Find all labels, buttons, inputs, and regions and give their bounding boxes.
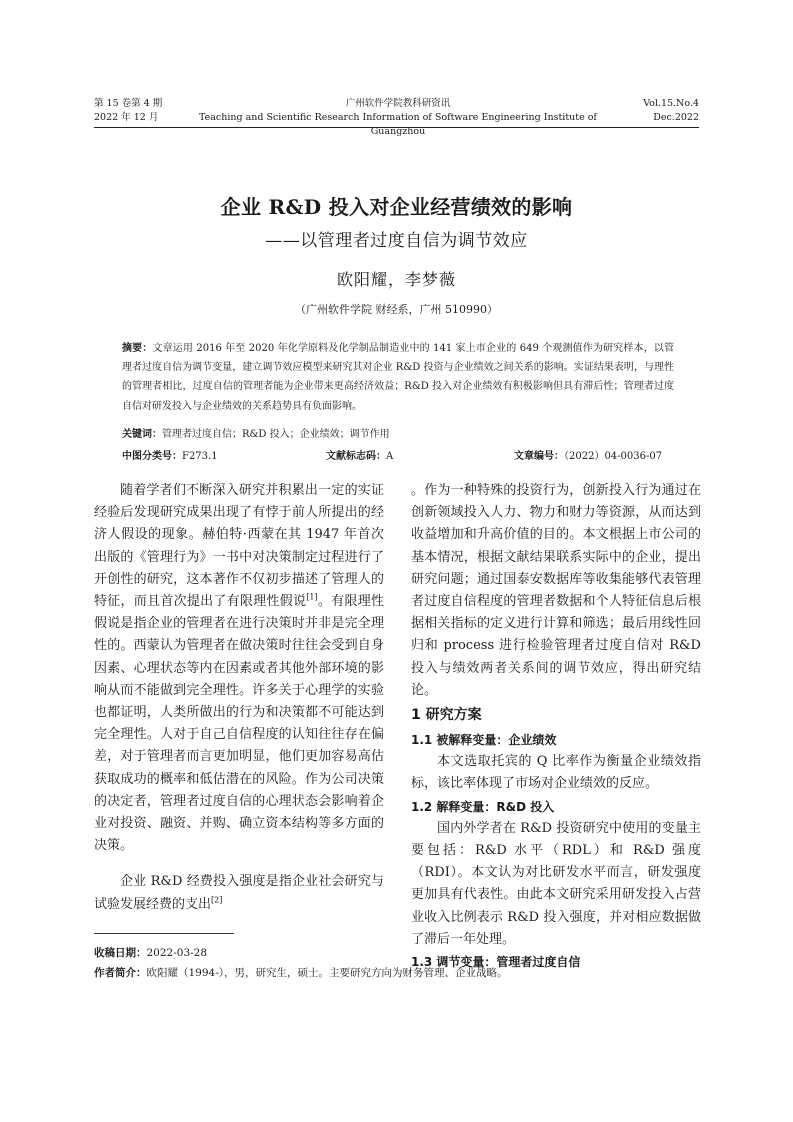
journal-name-cn: 广州软件学院教科研资讯 bbox=[345, 98, 451, 109]
received-value: 2022-03-28 bbox=[146, 947, 208, 959]
keywords-text: 管理者过度自信；R&D 投入；企业绩效；调节作用 bbox=[162, 429, 390, 440]
paper-affiliation: （广州软件学院 财经系，广州 510990） bbox=[295, 303, 498, 316]
abstract-label: 摘要： bbox=[122, 343, 153, 354]
doc-label: 文献标志码： bbox=[326, 451, 386, 462]
subsection-heading: 1.2 解释变量：R&D 投入 bbox=[411, 799, 555, 814]
issue-volume-en: Vol.15.No.4 bbox=[643, 98, 699, 109]
body-paragraph: 随着学者们不断深入研究并积累出一定的实证经验后发现研究成果出现了有悖于前人所提出的经济人假设的现象。赫伯特·西蒙在其 1947 年首次出版的《管理行为》一书中对决策制定过程进行了开创性的研究，这本著作不仅初步描述了管理人的特征，而且首次提出了有限理性假说[1]。有限理性假说是指企业的管理者在进行决策时并非是完全理性的。西蒙认为管理者在做决策时往往会受到自身因素、心理状态等内在因素或者其他外部环境的影响从而不能做到完全理性。许多关于心理学的实验也都证明，人类所做出的行为和决策都不可能达到完全理性。人对于自己自信程度的认知往往存在偏差，对于管理者而言更加明显，他们更加容易高估获取成功的概率和低估潜在的风险。作为公司决策的决定者，管理者过度自信的心理状态会影响着企业对投资、融资、并购、确立资本结构等多方面的决策。 bbox=[94, 483, 384, 854]
paper-title: 企业 R&D 投入对企业经营绩效的影响 bbox=[220, 195, 573, 219]
author-bio-value: 欧阳耀（1994-），男，研究生，硕士。主要研究方向为财务管理、企业战略。 bbox=[146, 967, 508, 979]
journal-issue-en bbox=[598, 97, 699, 125]
received-label: 收稿日期： bbox=[94, 947, 147, 959]
abstract-text: 文章运用 2016 年至 2020 年化学原料及化学制品制造业中的 141 家上市企业的 649 个观测值作为研究样本，以管理者过度自信为调节变量，建立调节效应模型来研究其对企业 R&D 投资与企业绩效之间关系的影响。实证结果表明，与理性的管理者相比，过度自信的管理者能为企业带来更高经济效益；R&D 投入对企业绩效有积极影响但具有滞后性；管理者过度自信对研发投入与企业绩效的关系趋势具有负面影响。 bbox=[122, 343, 674, 412]
art-value: （2022）04-0036-07 bbox=[564, 451, 663, 462]
paper-authors: 欧阳耀，李梦薇 bbox=[336, 270, 456, 289]
issue-date: 2022 年 12 月 bbox=[94, 112, 159, 123]
section-heading: 1 研究方案 bbox=[411, 707, 482, 724]
journal-name bbox=[198, 97, 598, 139]
body-paragraph-continued: 。作为一种特殊的投资行为，创新投入行为通过在创新领域投入人力、物力和财力等资源，从而达到收益增加和升高价值的目的。本文根据上市公司的基本情况，根据文献结果联系实际中的企业，提出研究问题；通过国泰安数据库等收集能够代表管理者过度自信程度的管理者数据和个人特征信息后根据相关指标的定义进行计算和筛选；最后用线性回归和 process 进行检验管理者过度自信对 R&D 投入与绩效两者关系间的调节效应，得出研究结论。 bbox=[411, 483, 701, 698]
body-paragraph: 企业 R&D 经费投入强度是指企业社会研究与试验发展经费的支出[2] bbox=[94, 874, 384, 912]
author-bio-label: 作者简介： bbox=[94, 967, 147, 979]
citation-ref: [1] bbox=[306, 592, 318, 602]
author-bio bbox=[94, 965, 508, 981]
document-code bbox=[326, 449, 393, 465]
header-divider bbox=[94, 127, 699, 128]
art-label: 文章编号： bbox=[514, 451, 564, 462]
subsection-heading: 1.1 被解释变量：企业绩效 bbox=[411, 733, 557, 748]
body-column-right-content bbox=[411, 480, 701, 973]
body-paragraph: 国内外学者在 R&D 投资研究中使用的变量主要包括：R&D 水平（RDL）和 R&D 强度（RDI）。本文认为对比研发水平而言，研发强度更加具有代表性。由此本文研究采用研发投入占营业收入比例表示 R&D 投入强度，并对相应数据做了滞后一年处理。 bbox=[411, 820, 701, 947]
clc-number bbox=[122, 449, 218, 465]
clc-value: F273.1 bbox=[182, 451, 218, 462]
article-number bbox=[514, 449, 662, 465]
body-column-left bbox=[94, 480, 384, 916]
keywords bbox=[122, 427, 674, 443]
subsection-heading: 1.3 调节变量：管理者过度自信 bbox=[411, 955, 581, 970]
doc-value: A bbox=[386, 451, 394, 462]
journal-name-en: Teaching and Scientific Research Information of Software Engineering Institute of Guangzhou bbox=[199, 112, 597, 137]
keywords-label: 关键词： bbox=[122, 429, 162, 440]
issue-date-en: Dec.2022 bbox=[653, 112, 699, 123]
received-date bbox=[94, 945, 207, 961]
citation-ref: [2] bbox=[211, 895, 223, 905]
issue-volume: 第 15 卷第 4 期 bbox=[94, 98, 163, 109]
footnote-divider bbox=[94, 933, 234, 934]
journal-issue bbox=[94, 97, 162, 125]
body-paragraph: 本文选取托宾的 Q 比率作为衡量企业绩效指标，该比率体现了市场对企业绩效的反应。 bbox=[411, 754, 701, 792]
abstract bbox=[122, 339, 674, 416]
clc-label: 中图分类号： bbox=[122, 451, 182, 462]
paper-subtitle: ——以管理者过度自信为调节效应 bbox=[265, 231, 528, 251]
